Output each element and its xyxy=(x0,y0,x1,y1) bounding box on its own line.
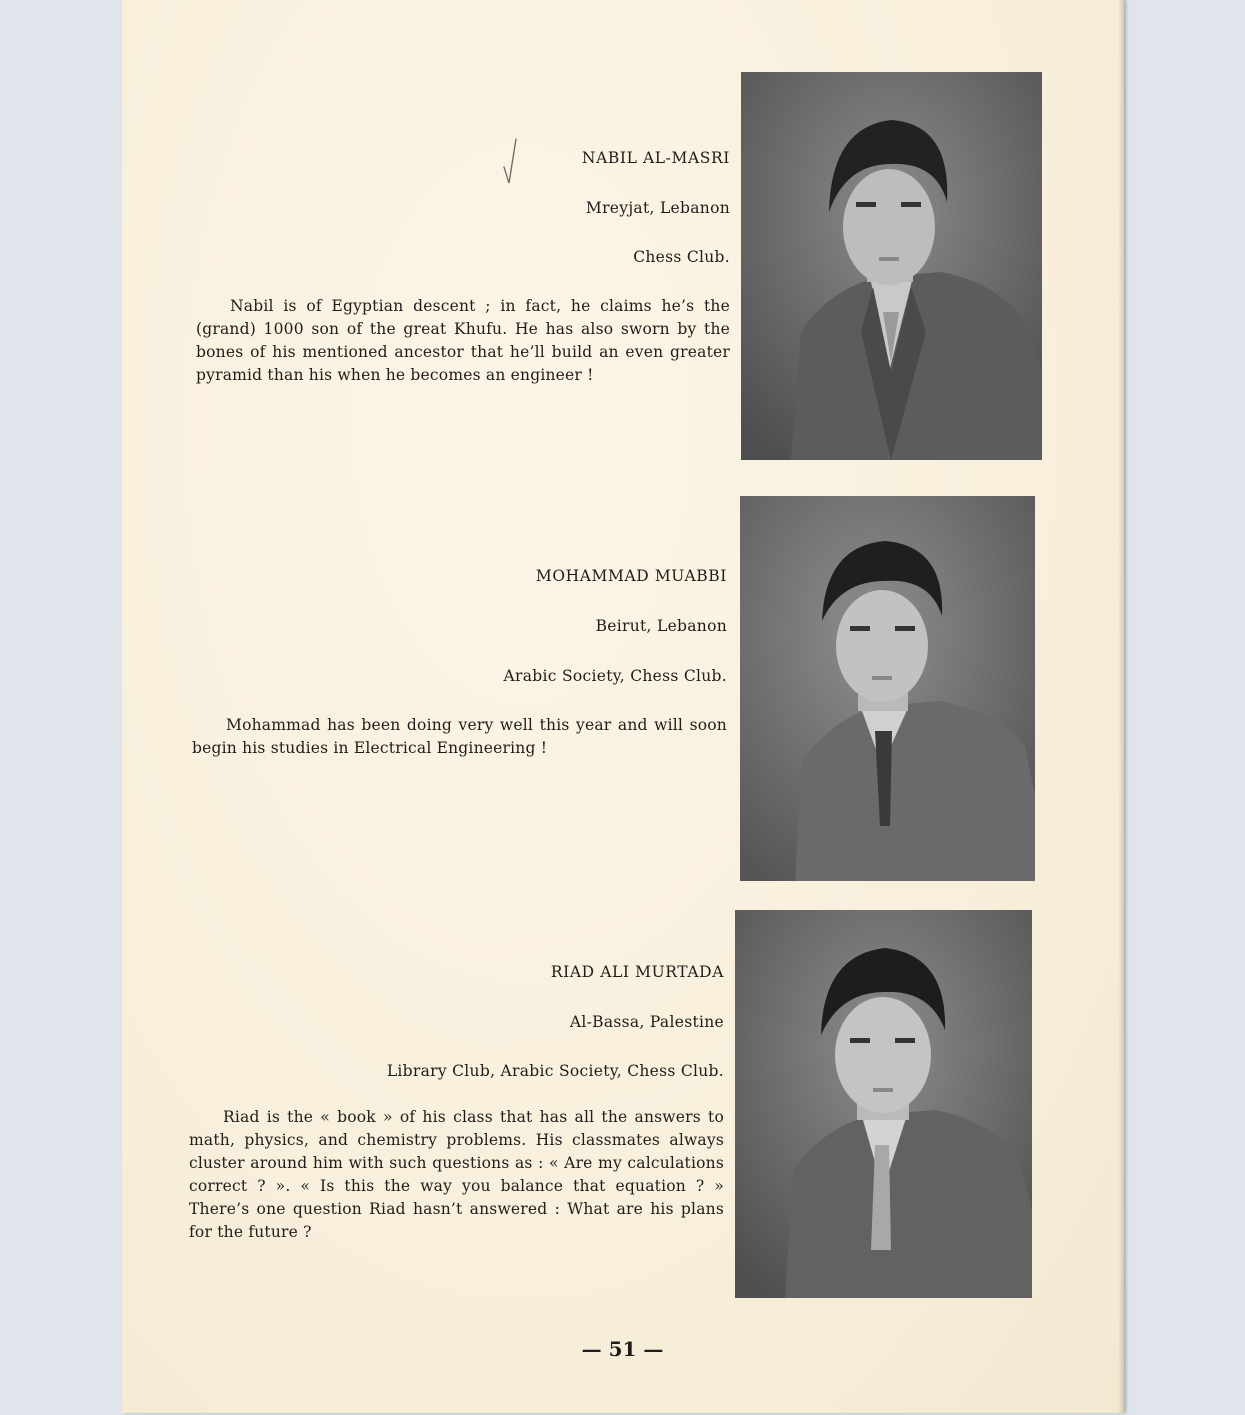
student-activities: Library Club, Arabic Society, Chess Club. xyxy=(386,1062,724,1080)
student-name: MOHAMMAD MUABBI xyxy=(535,567,727,585)
student-bio: Riad is the « book » of his class that has all the answers to math, physics, and chemistry problems. His classmates always cluster around him with such questions as : « Are my calculations correct ? ». « Is this the way you balance that equation ? » There’s one question Riad hasn’t answered : What are his plans for the future ? xyxy=(189,1108,724,1241)
student-name: RIAD ALI MURTADA xyxy=(550,963,724,981)
student-activities: Arabic Society, Chess Club. xyxy=(503,667,727,685)
student-photo xyxy=(735,910,1032,1298)
student-activities: Chess Club. xyxy=(633,248,730,266)
student-hometown: Mreyjat, Lebanon xyxy=(585,199,730,217)
student-bio: Mohammad has been doing very well this year and will soon begin his studies in Electrical Engineering ! xyxy=(192,716,727,757)
page-number: — 51 — xyxy=(581,1337,664,1361)
student-name: NABIL AL-MASRI xyxy=(581,149,730,167)
student-bio: Nabil is of Egyptian descent ; in fact, he claims he’s the (grand) 1000 son of the great Khufu. He has also sworn by the bones of his mentioned ancestor that he’ll build an even greater pyramid than his when he becomes an engineer ! xyxy=(196,297,730,384)
student-hometown: Al-Bassa, Palestine xyxy=(569,1013,724,1031)
pencil-checkmark xyxy=(500,137,522,185)
page-edge-shadow xyxy=(1118,0,1124,1413)
student-hometown: Beirut, Lebanon xyxy=(595,617,727,635)
student-photo xyxy=(740,496,1035,881)
student-photo xyxy=(741,72,1042,460)
